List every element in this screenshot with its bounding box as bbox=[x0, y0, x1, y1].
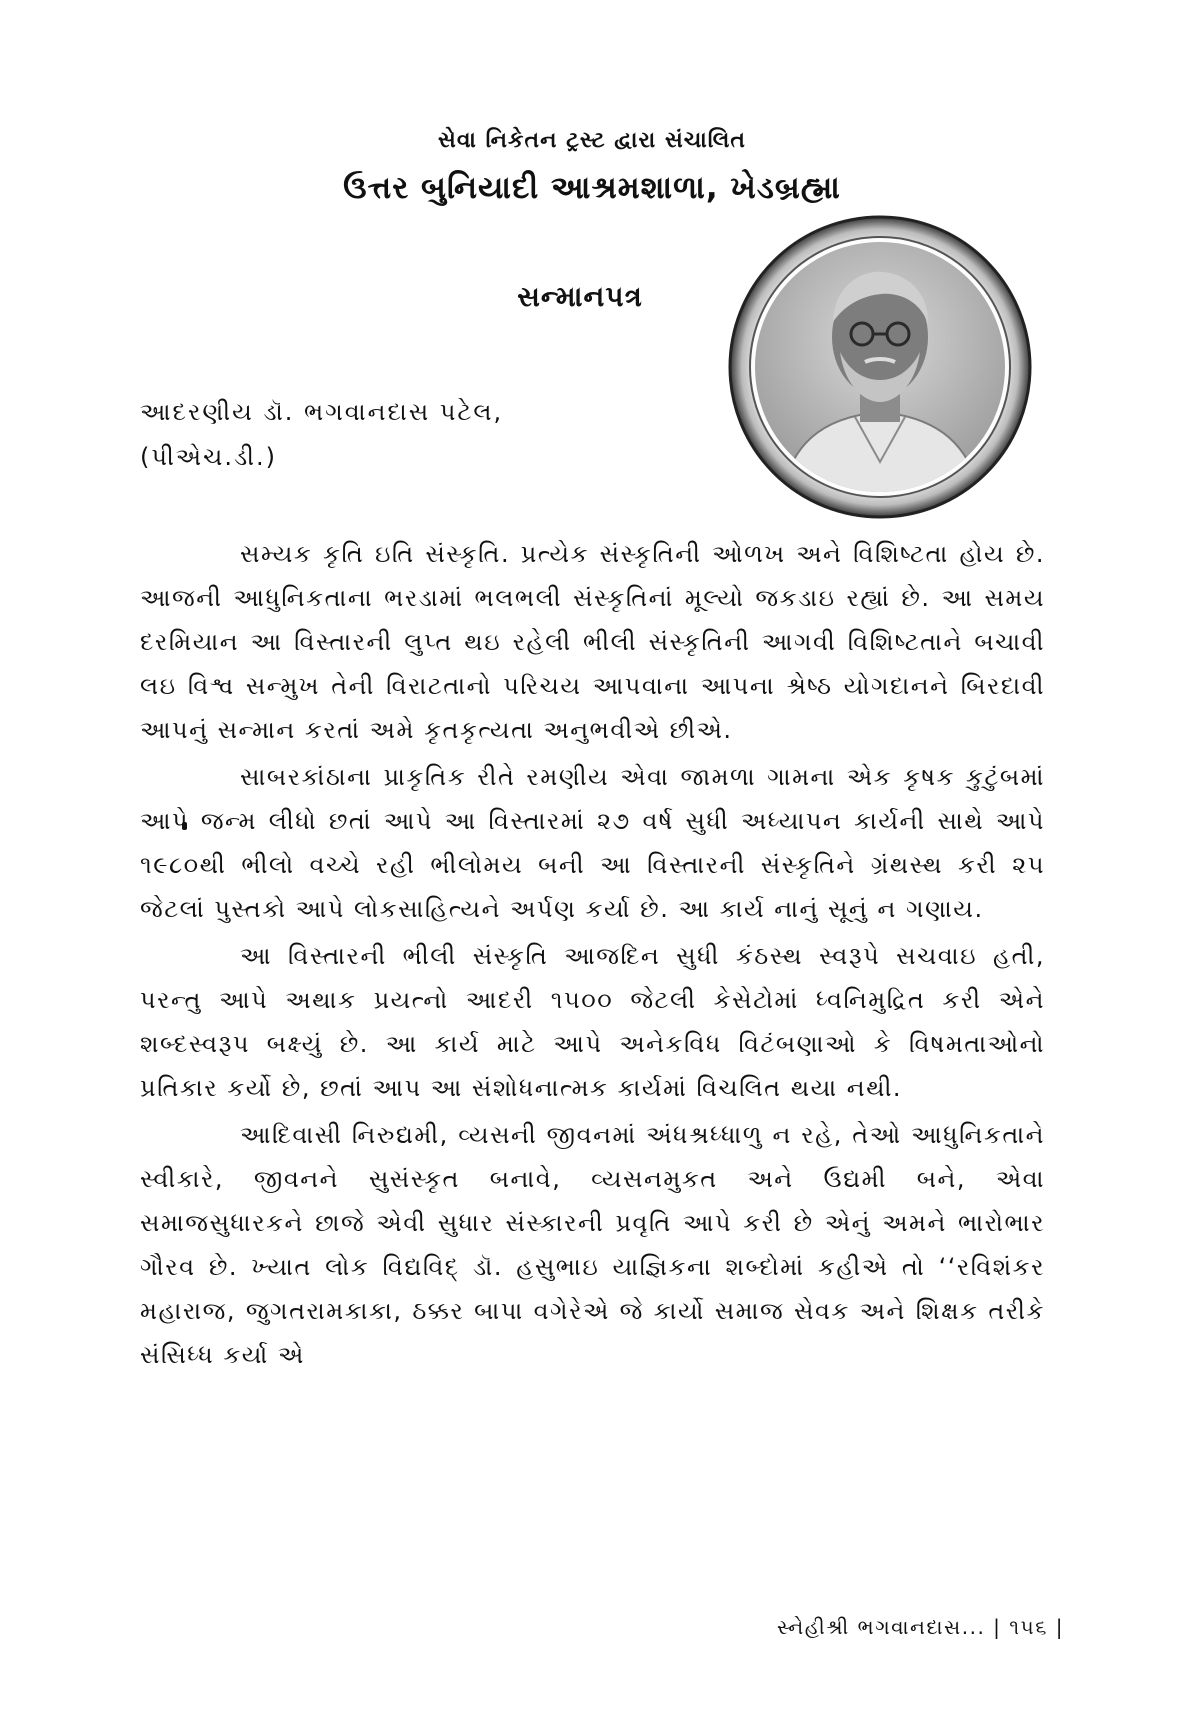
citation-body bbox=[140, 532, 1045, 1380]
document-title: સન્માનપત્ર bbox=[517, 280, 643, 313]
salutation bbox=[140, 390, 503, 480]
paragraph-1: સમ્યક કૃતિ ઇતિ સંસ્કૃતિ. પ્રત્યેક સંસ્કૃતિની ઓળખ અને વિશિષ્ટતા હોય છે. આજની આધુનિકતાના ભરડામાં ભલભલી સંસ્કૃતિનાં મૂલ્યો જકડાઇ રહ્યાં છે. આ સમય દરમિયાન આ વિસ્તારની લુપ્ત થઇ રહેલી ભીલી સંસ્કૃતિની આગવી વિશિષ્ટતાને બચાવી લઇ વિશ્વ સન્મુખ તેની વિરાટતાનો પરિચય આપવાના આપના શ્રેષ્ઠ યોગદાનને બિરદાવી આપનું સન્માન કરતાં અમે કૃતકૃત્યતા અનુભવીએ છીએ. bbox=[140, 540, 1045, 744]
paragraph-2: સાબરકાંઠાના પ્રાકૃતિક રીતે રમણીય એવા જામળા ગામના એક કૃષક કુટુંબમાં આપે જન્મ લીધો છતાં આપે આ વિસ્તારમાં ૨૭ વર્ષ સુધી અધ્યાપન કાર્યની સાથે આપે ૧૯૮૦થી ભીલો વચ્ચે રહી ભીલોમય બની આ વિસ્તારની સંસ્કૃતિને ગ્રંથસ્થ કરી ૨૫ જેટલાં પુસ્તકો આપે લોકસાહિત્યને અર્પણ કર્યા છે. આ કાર્ય નાનું સૂનું ન ગણાય. bbox=[140, 763, 1045, 923]
paragraph-3: આ વિસ્તારની ભીલી સંસ્કૃતિ આજદિન સુધી કંઠસ્થ સ્વરૂપે સચવાઇ હતી, પરન્તુ આપે અથાક પ્રયત્નો આદરી ૧૫૦૦ જેટલી કેસેટોમાં ધ્વનિમુદ્રિત કરી એને શબ્દસ્વરૂપ બક્ષ્યું છે. આ કાર્ય માટે આપે અનેકવિધ વિટંબણાઓ કે વિષમતાઓનો પ્રતિકાર કર્યો છે, છતાં આપ આ સંશોધનાત્મક કાર્યમાં વિચલિત થયા નથી. bbox=[140, 942, 1045, 1102]
school-name-heading: ઉત્તર બુનિયાદી આશ્રમશાળા, ખેડબ્રહ્મા bbox=[343, 170, 841, 206]
recipient-degree: (પીએચ.ડી.) bbox=[140, 443, 277, 471]
page-footer: સ્નેહીશ્રી ભગવાનદાસ... | ૧૫૬ | bbox=[776, 1615, 1064, 1639]
trust-subtitle: સેવા નિકેતન ટ્રસ્ટ દ્વારા સંચાલિત bbox=[438, 128, 746, 153]
recipient-name: આદરણીય ડૉ. ભગવાનદાસ પટેલ, bbox=[140, 398, 504, 426]
paragraph-4: આદિવાસી નિરુદ્યમી, વ્યસની જીવનમાં અંધશ્રધ્ધાળુ ન રહે, તેઓ આધુનિકતાને સ્વીકારે, જીવનને સુસંસ્કૃત બનાવે, વ્યસનમુકત અને ઉદ્યમી બને, એવા સમાજસુધારકને છાજે એવી સુધાર સંસ્કારની પ્રવૃતિ આપે કરી છે એનું અમને ભારોભાર ગૌરવ છે. ખ્યાત લોક વિદ્યવિદ્ ડૉ. હસુભાઇ યાજ્ઞિકના શબ્દોમાં કહીએ તો ‘‘રવિશંકર મહારાજ, જુગતરામકાકા, ઠક્કર બાપા વગેરેએ જે કાર્યો સમાજ સેવક અને શિક્ષક તરીકે સંસિધ્ધ કર્યા એ bbox=[140, 1121, 1045, 1369]
portrait-photo bbox=[725, 212, 1035, 522]
